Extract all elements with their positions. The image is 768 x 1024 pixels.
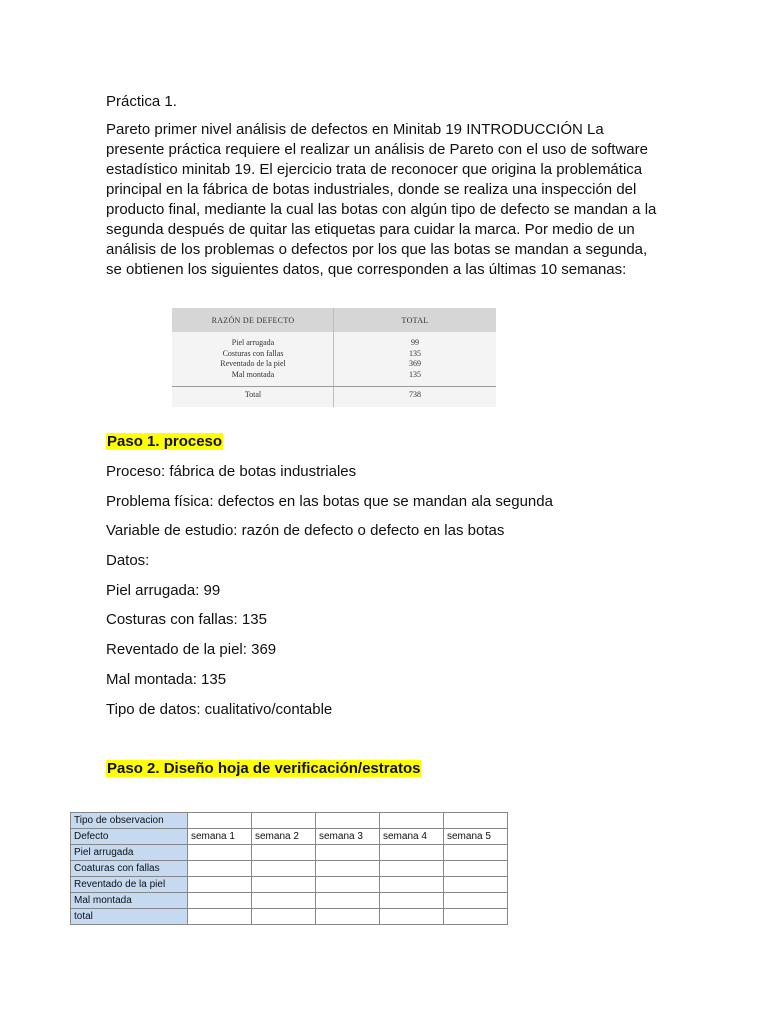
defect-table-image	[172, 308, 496, 407]
table-row	[172, 359, 496, 370]
week-header: semana 2	[252, 829, 316, 845]
observation-type-label: Tipo de observacion	[71, 813, 188, 829]
document-title: Práctica 1.	[106, 93, 177, 110]
step1-line: Proceso: fábrica de botas industriales	[106, 463, 357, 480]
intro-line: producto final, mediante la cual las botas con algún tipo de defecto se mandan a la	[106, 201, 657, 218]
step2-heading: Paso 2. Diseño hoja de verificación/estratos	[107, 760, 421, 777]
table-row	[172, 370, 496, 381]
step1-line: Datos:	[106, 552, 150, 569]
defect-label: Mal montada	[231, 369, 275, 379]
defect-label: Piel arrugada	[231, 338, 275, 347]
week-header: semana 3	[316, 829, 380, 845]
step1-line: Mal montada: 135	[106, 671, 227, 688]
step1-line: Variable de estudio: razón de defecto o defecto en las botas	[106, 522, 505, 539]
table-row	[71, 861, 508, 877]
defect-table-rows	[172, 338, 496, 380]
intro-line: se obtienen los siguientes datos, que corresponden a las últimas 10 semanas:	[106, 261, 627, 278]
table-row	[172, 349, 496, 360]
total-label: Total	[244, 390, 262, 399]
step1-line: Problema física: defectos en las botas que se mandan ala segunda	[106, 493, 553, 510]
row-label: Piel arrugada	[71, 845, 188, 861]
intro-line: principal en la fábrica de botas industriales, donde se realiza una inspección del	[106, 181, 637, 198]
defect-header-label: Defecto	[71, 829, 188, 845]
checksheet-table	[70, 812, 508, 925]
row-label: total	[71, 909, 188, 925]
table-row	[172, 338, 496, 349]
step1-heading: Paso 1. proceso	[107, 433, 223, 450]
defect-label: Reventado de la piel	[220, 359, 286, 368]
defect-value: 99	[411, 338, 419, 347]
step1-line: Costuras con fallas: 135	[106, 611, 267, 628]
defect-value: 135	[409, 348, 421, 358]
row-label: Coaturas con fallas	[71, 861, 188, 877]
table-row	[71, 877, 508, 893]
intro-line: segunda después de quitar las etiquetas para cuidar la marca. Por medio de un	[106, 221, 635, 238]
defect-column-header: RAZÓN DE DEFECTO	[211, 316, 295, 325]
step1-line: Piel arrugada: 99	[106, 582, 221, 599]
intro-line: presente práctica requiere el realizar un análisis de Pareto con el uso de software	[106, 141, 648, 158]
row-label: Mal montada	[71, 893, 188, 909]
week-header: semana 5	[444, 829, 508, 845]
intro-line: análisis de los problemas o defectos por los que las botas se mandan a segunda,	[106, 241, 648, 258]
table-row	[71, 829, 508, 845]
table-row	[71, 909, 508, 925]
table-row	[71, 845, 508, 861]
defect-table-header	[172, 308, 496, 332]
table-row	[71, 893, 508, 909]
defect-label: Costuras con fallas	[222, 348, 284, 358]
total-column-header: TOTAL	[401, 316, 429, 325]
step1-line: Reventado de la piel: 369	[106, 641, 277, 658]
week-header: semana 1	[188, 829, 252, 845]
intro-paragraph	[106, 120, 666, 280]
intro-line: estadístico minitab 19. El ejercicio trata de reconocer que origina la problemática	[106, 161, 643, 178]
step1-line: Tipo de datos: cualitativo/contable	[106, 701, 333, 718]
total-value: 738	[409, 390, 421, 399]
defect-value: 369	[409, 359, 421, 368]
total-separator	[172, 386, 496, 387]
week-header: semana 4	[380, 829, 444, 845]
defect-value: 135	[409, 369, 421, 379]
intro-line: Pareto primer nivel análisis de defectos en Minitab 19 INTRODUCCIÓN La	[106, 121, 604, 138]
row-label: Reventado de la piel	[71, 877, 188, 893]
table-row	[71, 813, 508, 829]
